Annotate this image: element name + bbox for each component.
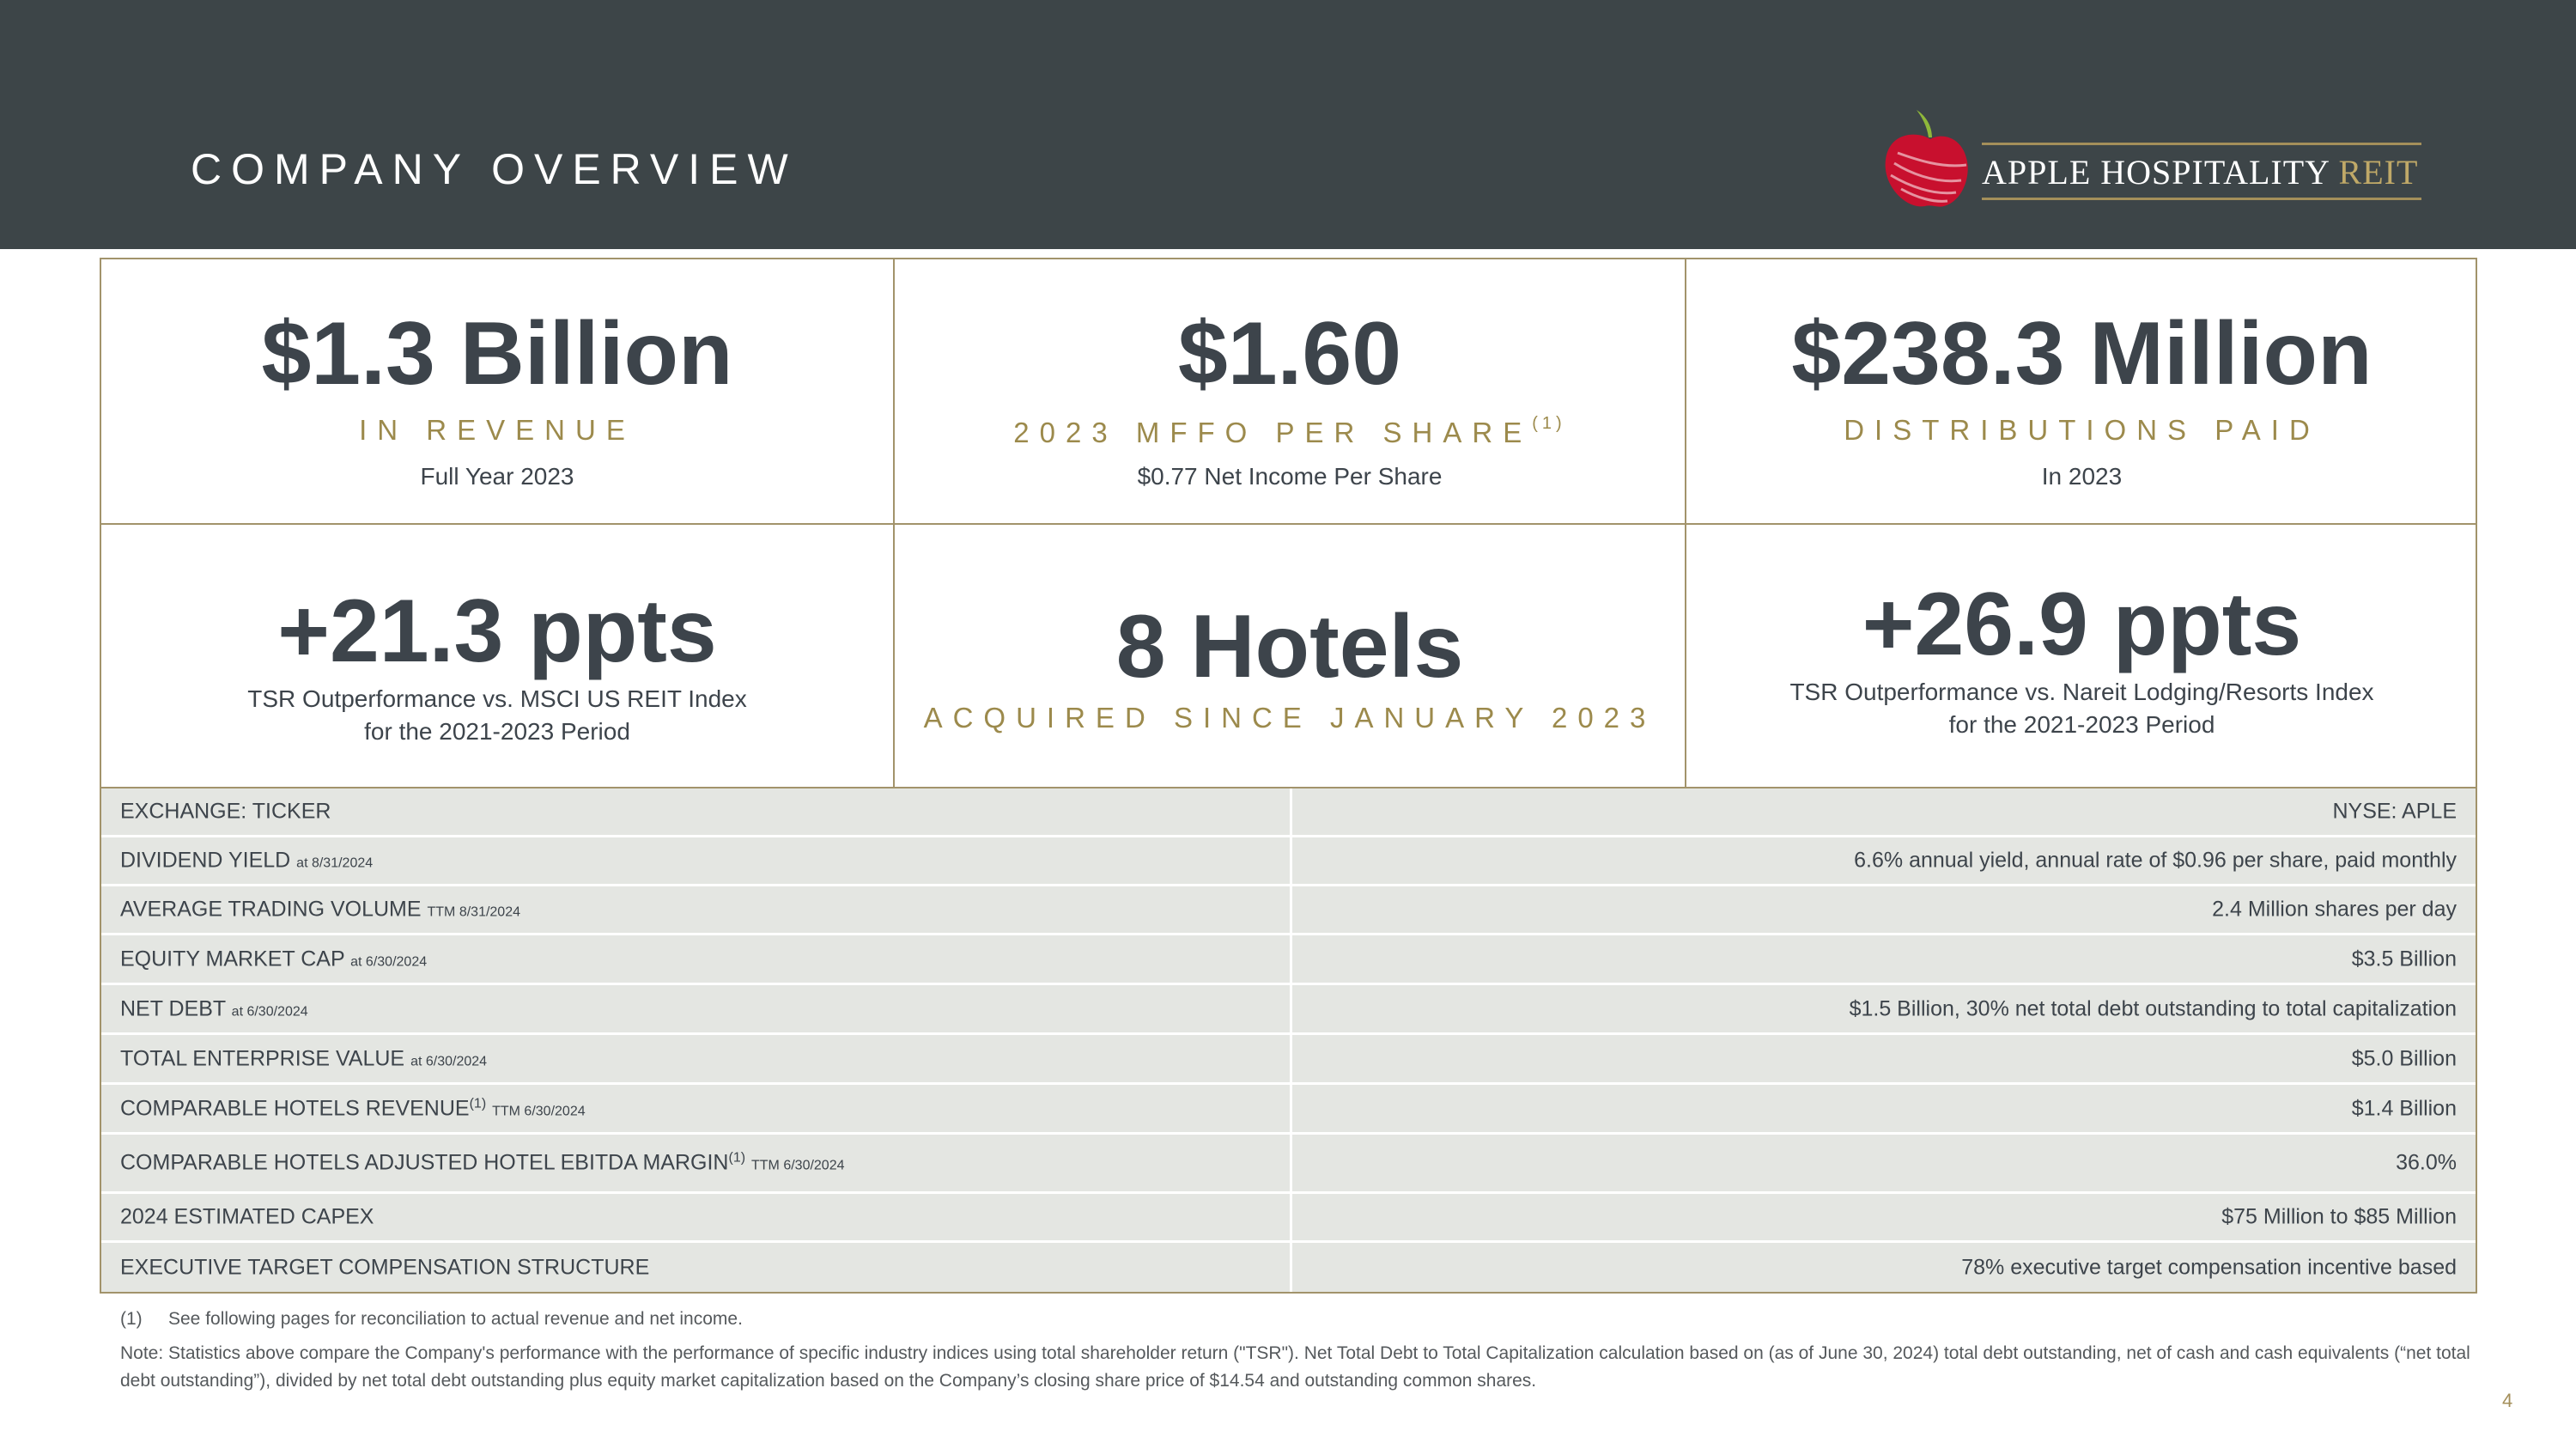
kpi-label-footnote: (1) (1532, 414, 1566, 433)
kpi-label (895, 414, 1685, 449)
row-label (120, 1255, 649, 1280)
row-value: 6.6% annual yield, annual rate of $0.96 per share, paid monthly (1854, 848, 2457, 873)
disclaimer-note: Note: Statistics above compare the Company's performance with the performance of specific industry indices using total shareholder return ("TSR"). Net Total Debt to Total Capitalization calculation based on (as of June 30, 2024) total debt outstanding, net of cash and cash equivalents (“net total debt outstanding”), divided by net total debt outstanding plus equity market capitalization based on the Company’s closing share price of $14.54 and outstanding common shares. (120, 1343, 2470, 1391)
row-label-text: COMPARABLE HOTELS ADJUSTED HOTEL EBITDA MARGIN (120, 1150, 729, 1175)
row-label-text: DIVIDEND YIELD (120, 848, 291, 873)
kpi-value: $238.3 Million (1791, 304, 2372, 404)
kpi-note: Full Year 2023 (420, 463, 574, 490)
row-value: $1.4 Billion (2351, 1096, 2457, 1120)
row-value: 2.4 Million shares per day (2212, 897, 2457, 922)
row-label (120, 1046, 487, 1071)
kpi-label: DISTRIBUTIONS PAID (1844, 414, 2320, 446)
apple-logo-icon (1882, 107, 1977, 218)
row-footnote-ref: (1) (728, 1150, 746, 1166)
row-label (120, 1096, 586, 1121)
kpi-value: +21.3 ppts (277, 581, 717, 681)
kpi-value: $1.60 (1177, 304, 1402, 404)
row-value: 78% executive target compensation incentive based (1961, 1255, 2457, 1279)
row-value: $75 Million to $85 Million (2221, 1204, 2457, 1229)
row-label-text: EXCHANGE: TICKER (120, 799, 331, 824)
row-label-text: EXECUTIVE TARGET COMPENSATION STRUCTURE (120, 1255, 650, 1279)
kpi-hotels (895, 525, 1686, 788)
column-divider (1290, 935, 1292, 983)
company-logo (1882, 107, 2432, 218)
kpi-note-line2: for the 2021-2023 Period (1948, 711, 2215, 738)
header-bar (0, 0, 2576, 249)
kpi-tsr-msci (101, 525, 895, 788)
row-label (120, 800, 331, 825)
row-value: $5.0 Billion (2351, 1046, 2457, 1070)
logo-rule-top (1982, 143, 2421, 145)
row-qualifier: TTM 6/30/2024 (751, 1158, 845, 1173)
column-divider (1290, 985, 1292, 1032)
table-row (101, 1194, 2476, 1243)
overview-table (100, 788, 2477, 1294)
logo-name: APPLE HOSPITALITY (1982, 153, 2330, 192)
kpi-grid (100, 258, 2477, 788)
logo-rule-bottom (1982, 198, 2421, 200)
row-label (120, 947, 427, 971)
row-label-text: TOTAL ENTERPRISE VALUE (120, 1046, 405, 1070)
page-number: 4 (2502, 1390, 2513, 1411)
row-label (120, 849, 373, 874)
table-row (101, 1085, 2476, 1135)
table-row (101, 788, 2476, 837)
table-row (101, 935, 2476, 985)
kpi-label: IN REVENUE (359, 414, 635, 446)
row-value: NYSE: APLE (2332, 799, 2457, 824)
row-qualifier: TTM 8/31/2024 (427, 904, 520, 920)
row-label-text: 2024 ESTIMATED CAPEX (120, 1204, 374, 1229)
row-label (120, 996, 308, 1021)
column-divider (1290, 837, 1292, 884)
column-divider (1290, 1194, 1292, 1240)
kpi-value: $1.3 Billion (261, 304, 733, 404)
row-qualifier: at 6/30/2024 (410, 1054, 488, 1068)
page-title: COMPANY OVERVIEW (191, 145, 798, 193)
column-divider (1290, 886, 1292, 933)
row-label-text: COMPARABLE HOTELS REVENUE (120, 1096, 470, 1121)
column-divider (1290, 788, 1292, 835)
row-value: 36.0% (2396, 1150, 2457, 1175)
column-divider (1290, 1085, 1292, 1132)
footnote-text: See following pages for reconciliation to actual revenue and net income. (168, 1309, 743, 1329)
row-value: $3.5 Billion (2351, 947, 2457, 971)
table-row (101, 886, 2476, 935)
row-label (120, 1150, 845, 1175)
row-qualifier: at 6/30/2024 (231, 1004, 308, 1019)
kpi-value: +26.9 ppts (1862, 575, 2302, 674)
kpi-note-line2: for the 2021-2023 Period (364, 718, 630, 745)
kpi-distributions (1686, 259, 2477, 525)
table-row (101, 1035, 2476, 1085)
kpi-note: In 2023 (2041, 463, 2123, 490)
row-label-text: AVERAGE TRADING VOLUME (120, 897, 422, 922)
table-row (101, 1243, 2476, 1292)
footnote (120, 1309, 743, 1330)
table-row (101, 1135, 2476, 1194)
row-qualifier: at 6/30/2024 (350, 954, 428, 969)
kpi-label: ACQUIRED SINCE JANUARY 2023 (923, 702, 1656, 734)
row-value: $1.5 Billion, 30% net total debt outstanding to total capitalization (1849, 996, 2457, 1020)
row-label (120, 898, 520, 922)
row-footnote-ref: (1) (469, 1095, 487, 1111)
kpi-note-line1: TSR Outperformance vs. MSCI US REIT Index (247, 685, 747, 712)
footnote-number: (1) (120, 1309, 143, 1329)
kpi-note: $0.77 Net Income Per Share (1137, 463, 1443, 490)
row-label-text: EQUITY MARKET CAP (120, 947, 345, 971)
table-row (101, 837, 2476, 886)
kpi-note-line1: TSR Outperformance vs. Nareit Lodging/Resorts Index (1789, 679, 2374, 705)
column-divider (1290, 1243, 1292, 1292)
kpi-value: 8 Hotels (1115, 597, 1464, 697)
kpi-tsr-nareit (1686, 525, 2477, 788)
kpi-mffo (895, 259, 1686, 525)
logo-suffix: REIT (2338, 153, 2419, 192)
column-divider (1290, 1135, 1292, 1191)
row-label-text: NET DEBT (120, 996, 226, 1020)
row-qualifier: at 8/31/2024 (296, 855, 374, 871)
row-qualifier: TTM 6/30/2024 (492, 1104, 586, 1119)
kpi-revenue (101, 259, 895, 525)
logo-wordmark (1982, 152, 2418, 192)
column-divider (1290, 1035, 1292, 1082)
kpi-label-text: 2023 MFFO PER SHARE (1013, 417, 1533, 448)
row-label (120, 1205, 374, 1230)
table-row (101, 985, 2476, 1035)
